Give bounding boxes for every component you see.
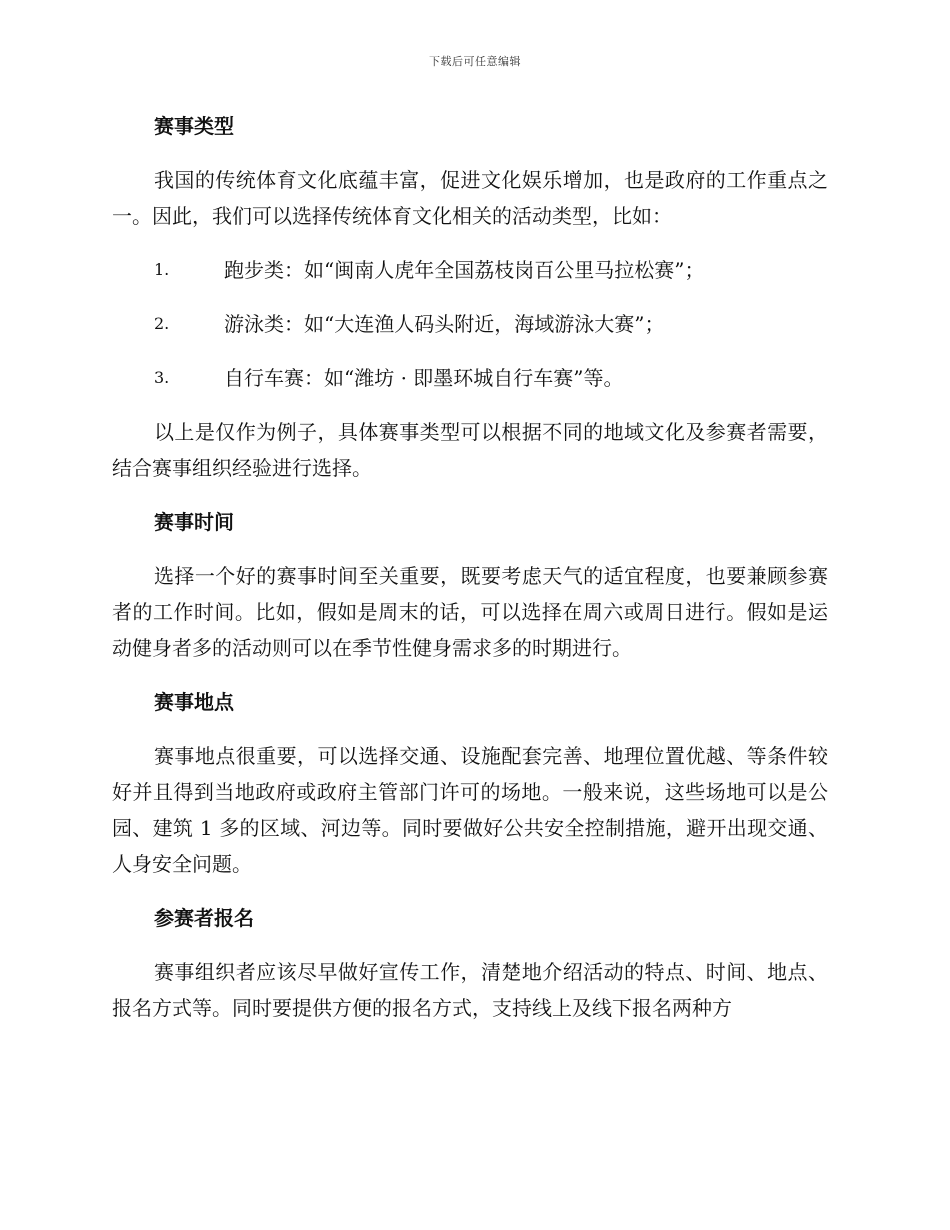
list-number: 3. bbox=[154, 368, 170, 387]
paragraph: 赛事地点很重要，可以选择交通、设施配套完善、地理位置优越、等条件较好并且得到当地政府或政府主管部门许可的场地。一般来说，这些场地可以是公园、建筑 1 多的区域、河边等。同时要做好公共安全控制措施，避开出现交通、人身安全问题。 bbox=[112, 744, 828, 876]
list-number: 1. bbox=[154, 260, 170, 279]
section-title-event-location: 赛事地点 bbox=[154, 690, 234, 714]
section-title-event-time: 赛事时间 bbox=[154, 510, 234, 534]
document-body bbox=[112, 108, 828, 1026]
list-text: 自行车赛：如“潍坊 · 即墨环城自行车赛”等。 bbox=[224, 366, 624, 390]
list-number: 2. bbox=[154, 314, 170, 333]
section-title-event-type: 赛事类型 bbox=[154, 114, 234, 138]
list-text: 跑步类：如“闽南人虎年全国荔枝岗百公里马拉松赛”； bbox=[224, 258, 705, 282]
paragraph: 选择一个好的赛事时间至关重要，既要考虑天气的适宜程度，也要兼顾参赛者的工作时间。比如，假如是周末的话，可以选择在周六或周日进行。假如是运动健身者多的活动则可以在季节性健身需求多的时期进行。 bbox=[112, 564, 828, 660]
section-title-registration: 参赛者报名 bbox=[154, 906, 254, 930]
paragraph: 我国的传统体育文化底蕴丰富，促进文化娱乐增加，也是政府的工作重点之一。因此，我们可以选择传统体育文化相关的活动类型，比如： bbox=[112, 168, 828, 228]
list-text: 游泳类：如“大连渔人码头附近，海域游泳大赛”； bbox=[224, 312, 665, 336]
event-type-list bbox=[112, 252, 828, 396]
list-item bbox=[112, 252, 828, 288]
paragraph: 以上是仅作为例子，具体赛事类型可以根据不同的地域文化及参赛者需要，结合赛事组织经验进行选择。 bbox=[112, 420, 828, 480]
list-item bbox=[112, 306, 828, 342]
paragraph: 赛事组织者应该尽早做好宣传工作，清楚地介绍活动的特点、时间、地点、报名方式等。同时要提供方便的报名方式，支持线上及线下报名两种方 bbox=[112, 960, 828, 1020]
list-item bbox=[112, 360, 828, 396]
header-note: 下载后可任意编辑 bbox=[429, 55, 521, 68]
